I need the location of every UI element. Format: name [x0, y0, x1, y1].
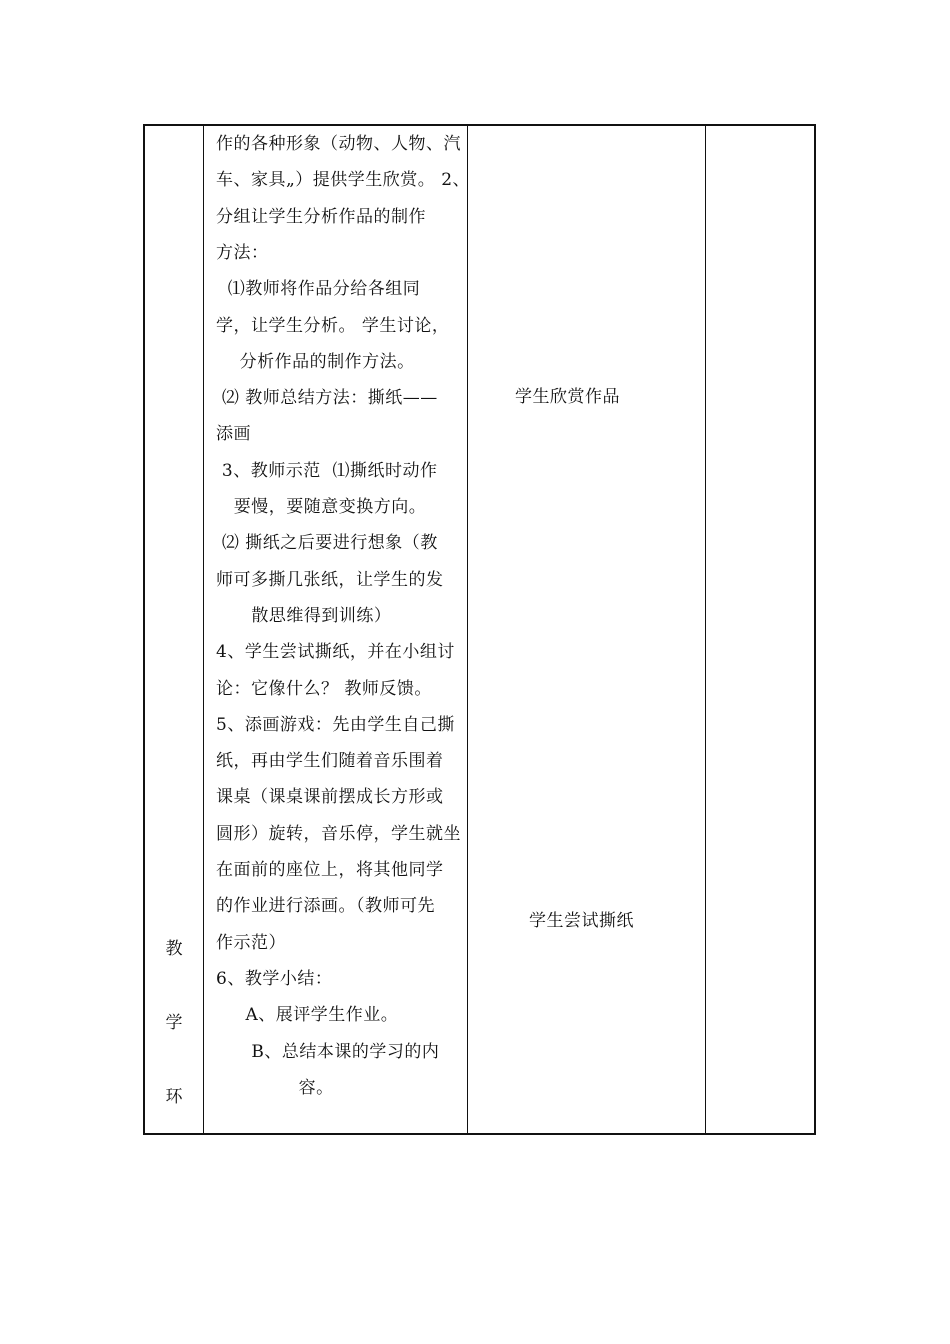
content-line: 学，让学生分析。 学生讨论， [216, 315, 450, 336]
content-line: A、展评学生作业。 [216, 1005, 399, 1026]
content-line: B、总结本课的学习的内 [216, 1041, 440, 1062]
content-line: 车、家具„）提供学生欣赏。 2、 [216, 170, 471, 191]
student-activity: 学生尝试撕纸 [529, 911, 634, 931]
content-line: 作的各种形象（动物、人物、汽 [216, 134, 461, 154]
content-line: ⑵ 教师总结方法：撕纸—— [216, 388, 438, 409]
column-divider [203, 126, 204, 1133]
content-line: 在面前的座位上，将其他同学 [216, 860, 444, 880]
content-line: 添画 [216, 424, 251, 445]
content-line: 分析作品的制作方法。 [216, 351, 415, 372]
content-line: 课桌（课桌课前摆成长方形或 [216, 787, 444, 808]
content-line: 容。 [216, 1077, 334, 1098]
section-label-char: 学 [165, 1013, 183, 1033]
content-line: 5、添画游戏：先由学生自己撕 [216, 714, 455, 735]
content-line: 4、学生尝试撕纸，并在小组讨 [216, 642, 455, 663]
content-line: 师可多撕几张纸，让学生的发 [216, 569, 444, 590]
section-label-char: 教 [165, 939, 183, 959]
content-line: 散思维得到训练） [216, 605, 392, 626]
content-line: 6、教学小结： [216, 968, 333, 989]
lesson-table [143, 124, 816, 1135]
content-line: 纸，再由学生们随着音乐围着 [216, 751, 444, 772]
content-line: 作示范） [216, 932, 286, 953]
student-activity: 学生欣赏作品 [515, 387, 620, 407]
content-line: 方法： [216, 242, 269, 263]
content-line: 要慢，要随意变换方向。 [216, 497, 427, 517]
content-line: 的作业进行添画。（教师可先 [216, 896, 435, 917]
section-label-char: 环 [165, 1087, 183, 1107]
content-line: 圆形）旋转，音乐停，学生就坐 [216, 823, 461, 844]
content-line: 3、教师示范 ⑴撕纸时动作 [216, 460, 438, 481]
column-divider [705, 126, 706, 1133]
content-line: 分组让学生分析作品的制作 [216, 206, 426, 227]
content-line: ⑵ 撕纸之后要进行想象（教 [216, 533, 438, 554]
content-line: ⑴教师将作品分给各组同 [216, 279, 421, 300]
content-line: 论：它像什么？ 教师反馈。 [216, 678, 432, 699]
